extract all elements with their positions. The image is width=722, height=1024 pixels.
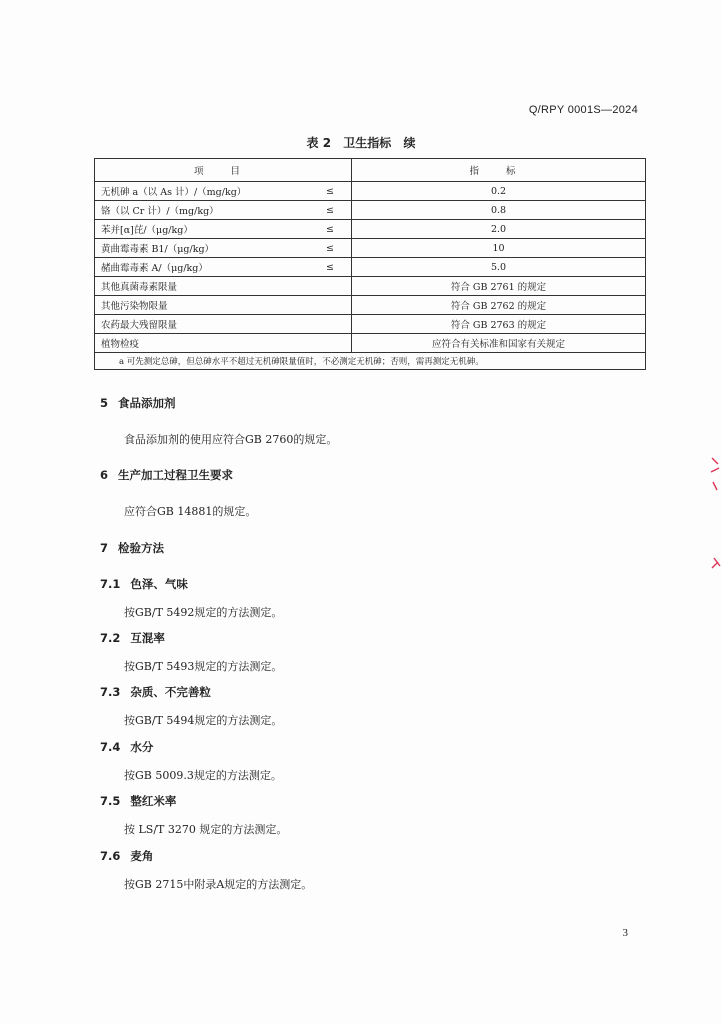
row-item: 其他真菌毒素限量 — [95, 277, 310, 296]
row-value: 符合 GB 2761 的规定 — [352, 277, 646, 296]
row-item: 铬（以 Cr 计）/（mg/kg） — [95, 201, 310, 220]
section-text: 按 LS/T 3270 规定的方法测定。 — [124, 823, 288, 836]
section-number: 7 — [100, 541, 109, 555]
row-value: 0.2 — [352, 182, 646, 201]
table-title — [0, 134, 722, 151]
section-title: 水分 — [130, 740, 154, 754]
section-number: 7.1 — [100, 577, 121, 591]
page-number: 3 — [622, 927, 628, 939]
table-title-suffix: 续 — [403, 136, 416, 150]
row-symbol: ≤ — [309, 258, 352, 277]
row-symbol: ≤ — [309, 201, 352, 220]
row-item: 黄曲霉毒素 B1/（μg/kg） — [95, 239, 310, 258]
section-text: 按GB 5009.3规定的方法测定。 — [124, 769, 282, 782]
column-header-item: 项 目 — [95, 159, 352, 182]
subsection-heading — [100, 576, 188, 592]
table-row — [95, 277, 646, 296]
hygiene-indicators-table — [94, 158, 646, 370]
table-row — [95, 334, 646, 353]
column-header-value: 指 标 — [352, 159, 646, 182]
row-symbol — [309, 277, 352, 296]
row-value: 应符合有关标准和国家有关规定 — [352, 334, 646, 353]
section-text: 按GB/T 5492规定的方法测定。 — [124, 606, 283, 619]
section-title: 检验方法 — [118, 541, 165, 555]
table-row — [95, 258, 646, 277]
section-title: 色泽、气味 — [130, 577, 188, 591]
section-number: 7.4 — [100, 740, 121, 754]
row-item: 植物检疫 — [95, 334, 310, 353]
row-item: 其他污染物限量 — [95, 296, 310, 315]
section-heading — [100, 395, 176, 411]
section-text: 应符合GB 14881的规定。 — [124, 505, 257, 518]
section-title: 整红米率 — [130, 794, 177, 808]
table-footnote-row — [95, 353, 646, 370]
table-row — [95, 201, 646, 220]
row-symbol: ≤ — [309, 239, 352, 258]
document-code: Q/RPY 0001S—2024 — [528, 104, 638, 116]
section-title: 麦角 — [130, 849, 154, 863]
section-number: 5 — [100, 396, 109, 410]
row-value: 2.0 — [352, 220, 646, 239]
section-number: 6 — [100, 468, 109, 482]
table-row — [95, 296, 646, 315]
row-symbol — [309, 315, 352, 334]
section-number: 7.6 — [100, 849, 121, 863]
section-text: 按GB/T 5493规定的方法测定。 — [124, 660, 283, 673]
section-title: 食品添加剂 — [118, 396, 176, 410]
table-row — [95, 220, 646, 239]
subsection-heading — [100, 684, 211, 700]
section-title: 杂质、不完善粒 — [130, 685, 211, 699]
row-value: 0.8 — [352, 201, 646, 220]
row-symbol — [309, 296, 352, 315]
row-item: 苯并[α]芘/（μg/kg） — [95, 220, 310, 239]
row-value: 符合 GB 2763 的规定 — [352, 315, 646, 334]
row-value: 5.0 — [352, 258, 646, 277]
section-heading — [100, 467, 233, 483]
subsection-heading — [100, 848, 153, 864]
table-row — [95, 182, 646, 201]
row-symbol: ≤ — [309, 182, 352, 201]
section-heading — [100, 540, 164, 556]
section-title: 生产加工过程卫生要求 — [118, 468, 234, 482]
section-text: 按GB 2715中附录A规定的方法测定。 — [124, 878, 313, 891]
row-value: 符合 GB 2762 的规定 — [352, 296, 646, 315]
section-number: 7.3 — [100, 685, 121, 699]
section-number: 7.5 — [100, 794, 121, 808]
row-item: 无机砷 a（以 As 计）/（mg/kg） — [95, 182, 310, 201]
row-item: 赭曲霉毒素 A/（μg/kg） — [95, 258, 310, 277]
table-row — [95, 315, 646, 334]
section-number: 7.2 — [100, 631, 121, 645]
table-title-text: 卫生指标 — [343, 136, 392, 150]
section-text: 食品添加剂的使用应符合GB 2760的规定。 — [124, 433, 338, 446]
table-header-row — [95, 159, 646, 182]
table-number: 表 2 — [306, 136, 332, 150]
table-row — [95, 239, 646, 258]
subsection-heading — [100, 739, 153, 755]
row-value: 10 — [352, 239, 646, 258]
section-text: 按GB/T 5494规定的方法测定。 — [124, 714, 283, 727]
seal-fragment-mark — [708, 450, 722, 580]
table-footnote: a 可先测定总砷，但总砷水平不超过无机砷限量值时，不必测定无机砷；否则，需再测定无机砷。 — [95, 353, 646, 370]
row-symbol: ≤ — [309, 220, 352, 239]
row-item: 农药最大残留限量 — [95, 315, 310, 334]
section-title: 互混率 — [130, 631, 165, 645]
row-symbol — [309, 334, 352, 353]
subsection-heading — [100, 793, 176, 809]
subsection-heading — [100, 630, 165, 646]
